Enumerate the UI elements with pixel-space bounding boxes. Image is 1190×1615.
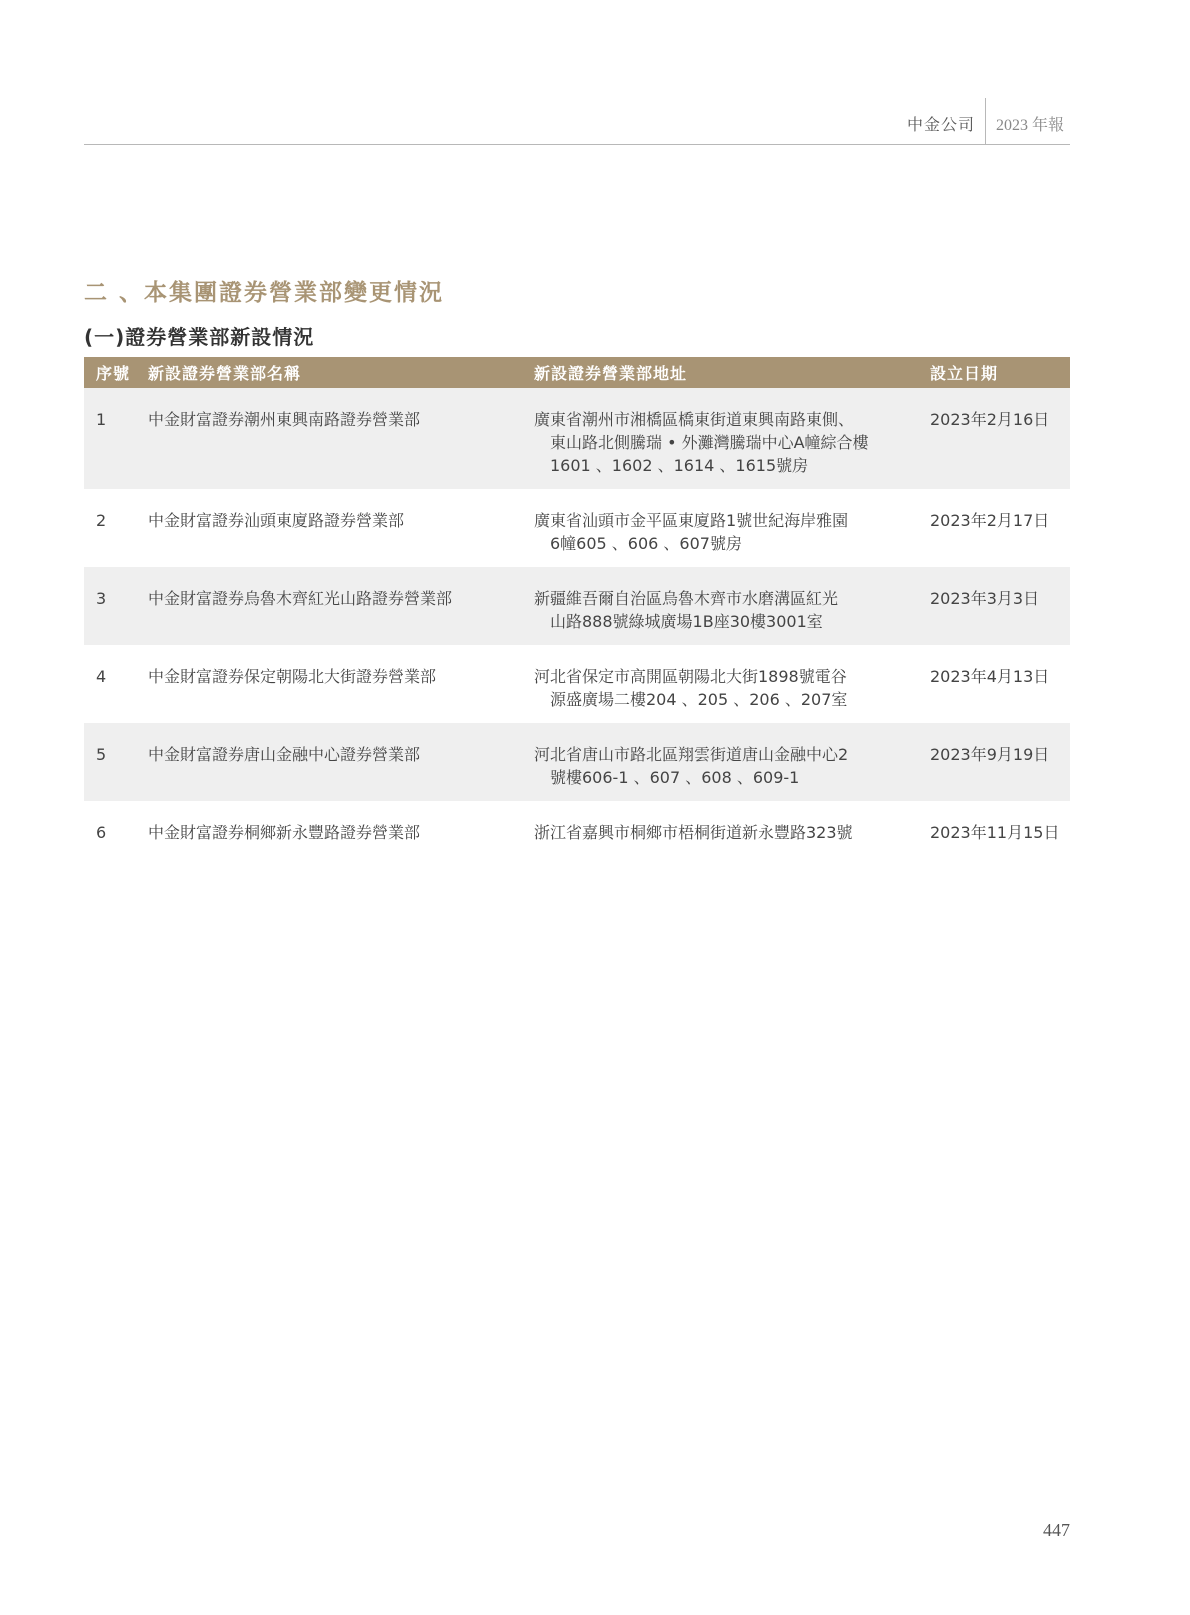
section-title: 二 、本集團證券營業部變更情況 [84,280,445,306]
cell-date: 2023年9月19日 [924,723,1070,801]
table-row [84,489,1070,567]
cell-name: 中金財富證券烏魯木齊紅光山路證券營業部 [142,567,528,645]
cell-name: 中金財富證券唐山金融中心證券營業部 [142,723,528,801]
table-header-row [84,357,1070,388]
sub-title: (一)證券營業部新設情況 [84,325,315,349]
address-line: 號樓606-1 、607 、608 、609-1 [550,768,800,787]
cell-no: 1 [84,388,142,489]
cell-date: 2023年2月16日 [924,388,1070,489]
cell-address [528,489,924,567]
cell-address [528,567,924,645]
cell-no: 5 [84,723,142,801]
table-row [84,388,1070,489]
header-date: 設立日期 [924,357,1070,388]
cell-no: 6 [96,823,107,842]
address-line: 1601 、1602 、1614 、1615號房 [550,456,809,475]
table-row [84,801,1070,857]
cell-address [528,645,924,723]
address-line: 6幢605 、606 、607號房 [550,534,742,553]
table-row [84,723,1070,801]
table-row [84,645,1070,723]
header-labels [907,98,1070,144]
cell-date: 2023年2月17日 [930,511,1050,530]
cell-address [528,723,924,801]
cell-name: 中金財富證券保定朝陽北大街證券營業部 [148,667,437,686]
company-name: 中金公司 [906,115,975,134]
page-header [84,98,1070,145]
cell-address [528,801,924,857]
address-line: 廣東省潮州市湘橋區橋東街道東興南路東側、 [534,410,855,429]
page-number: 447 [1043,1520,1070,1540]
cell-date: 2023年11月15日 [930,823,1060,842]
header-name: 新設證券營業部名稱 [142,357,528,388]
cell-name: 中金財富證券汕頭東廈路證券營業部 [148,511,405,530]
address-line: 河北省保定市高開區朝陽北大街1898號電谷 [534,667,847,686]
cell-name: 中金財富證券潮州東興南路證券營業部 [142,388,528,489]
report-title: 2023 年報 [995,117,1064,134]
address-line: 河北省唐山市路北區翔雲街道唐山金融中心2 [534,745,849,764]
cell-date: 2023年3月3日 [924,567,1070,645]
cell-no: 2 [96,511,107,530]
cell-name: 中金財富證券桐鄉新永豐路證券營業部 [148,823,421,842]
address-line: 源盛廣場二樓204 、205 、206 、207室 [550,690,848,709]
header-address: 新設證券營業部地址 [528,357,924,388]
address-line: 廣東省汕頭市金平區東廈路1號世紀海岸雅園 [534,511,849,530]
header-no: 序號 [84,357,142,388]
address-line: 山路888號綠城廣場1B座30樓3001室 [550,612,823,631]
cell-no: 4 [96,667,107,686]
table-row [84,567,1070,645]
cell-address [528,388,924,489]
branch-table [84,357,1070,857]
address-line: 浙江省嘉興市桐鄉市梧桐街道新永豐路323號 [534,823,853,842]
address-line: 東山路北側騰瑞 • 外灘灣騰瑞中心A幢綜合樓 [550,433,869,452]
cell-no: 3 [84,567,142,645]
cell-date: 2023年4月13日 [930,667,1050,686]
address-line: 新疆維吾爾自治區烏魯木齊市水磨溝區紅光 [534,589,839,608]
